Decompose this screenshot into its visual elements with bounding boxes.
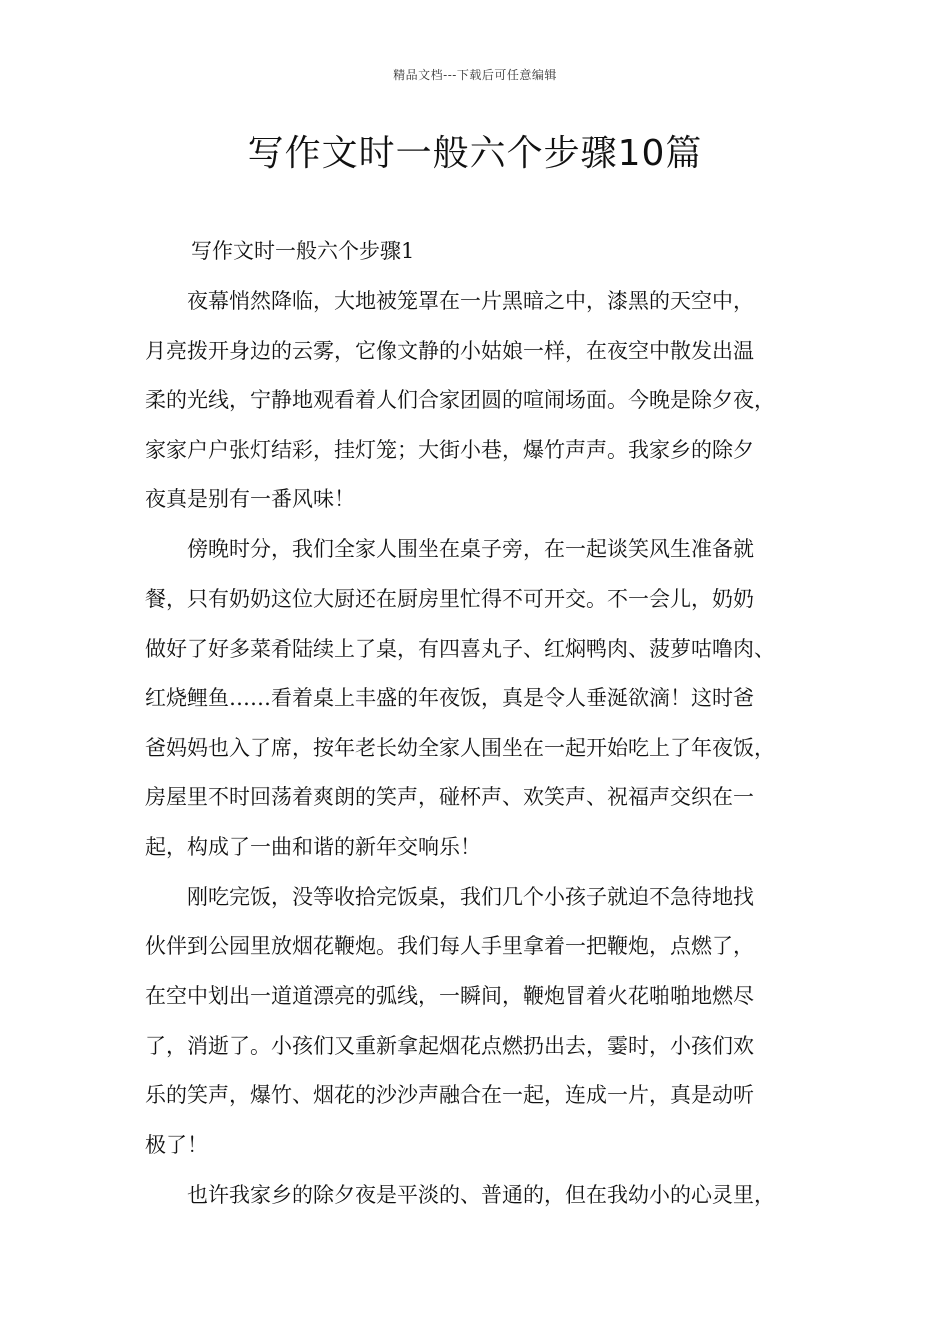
body-line: 刚吃完饭，没等收拾完饭桌，我们几个小孩子就迫不急待地找 <box>145 885 754 909</box>
body-line: 做好了好多菜肴陆续上了桌，有四喜丸子、红焖鸭肉、菠萝咕噜肉、 <box>145 637 775 661</box>
body-line: 家家户户张灯结彩，挂灯笼；大街小巷，爆竹声声。我家乡的除夕 <box>145 438 754 462</box>
body-line: 极了！ <box>145 1133 208 1157</box>
body-line: 夜真是别有一番风味！ <box>145 487 355 511</box>
body-line: 了，消逝了。小孩们又重新拿起烟花点燃扔出去，霎时，小孩们欢 <box>145 1034 754 1058</box>
body-line: 爸妈妈也入了席，按年老长幼全家人围坐在一起开始吃上了年夜饭， <box>145 736 775 760</box>
header-note: 精品文档---下载后可任意编辑 <box>393 68 557 82</box>
document-title: 写作文时一般六个步骤10篇 <box>247 133 703 174</box>
body-line: 房屋里不时回荡着爽朗的笑声，碰杯声、欢笑声、祝福声交织在一 <box>145 785 754 809</box>
body-line: 红烧鲤鱼……看着桌上丰盛的年夜饭，真是令人垂涎欲滴！这时爸 <box>145 686 754 710</box>
body-line: 也许我家乡的除夕夜是平淡的、普通的，但在我幼小的心灵里， <box>145 1183 775 1207</box>
body-line: 月亮拨开身边的云雾，它像文静的小姑娘一样，在夜空中散发出温 <box>145 339 754 363</box>
body-line: 餐，只有奶奶这位大厨还在厨房里忙得不可开交。不一会儿，奶奶 <box>145 587 754 611</box>
body-line: 起，构成了一曲和谐的新年交响乐！ <box>145 835 481 859</box>
body-line: 傍晚时分，我们全家人围坐在桌子旁，在一起谈笑风生准备就 <box>145 537 754 561</box>
body-line: 在空中划出一道道漂亮的弧线，一瞬间，鞭炮冒着火花啪啪地燃尽 <box>145 984 754 1008</box>
body-line: 柔的光线，宁静地观看着人们合家团圆的喧闹场面。今晚是除夕夜， <box>145 388 775 412</box>
body-line: 伙伴到公园里放烟花鞭炮。我们每人手里拿着一把鞭炮，点燃了， <box>145 934 754 958</box>
section-heading: 写作文时一般六个步骤1 <box>191 239 415 263</box>
body-line: 夜幕悄然降临，大地被笼罩在一片黑暗之中，漆黑的天空中， <box>145 289 754 313</box>
body-line: 乐的笑声，爆竹、烟花的沙沙声融合在一起，连成一片，真是动听 <box>145 1083 754 1107</box>
